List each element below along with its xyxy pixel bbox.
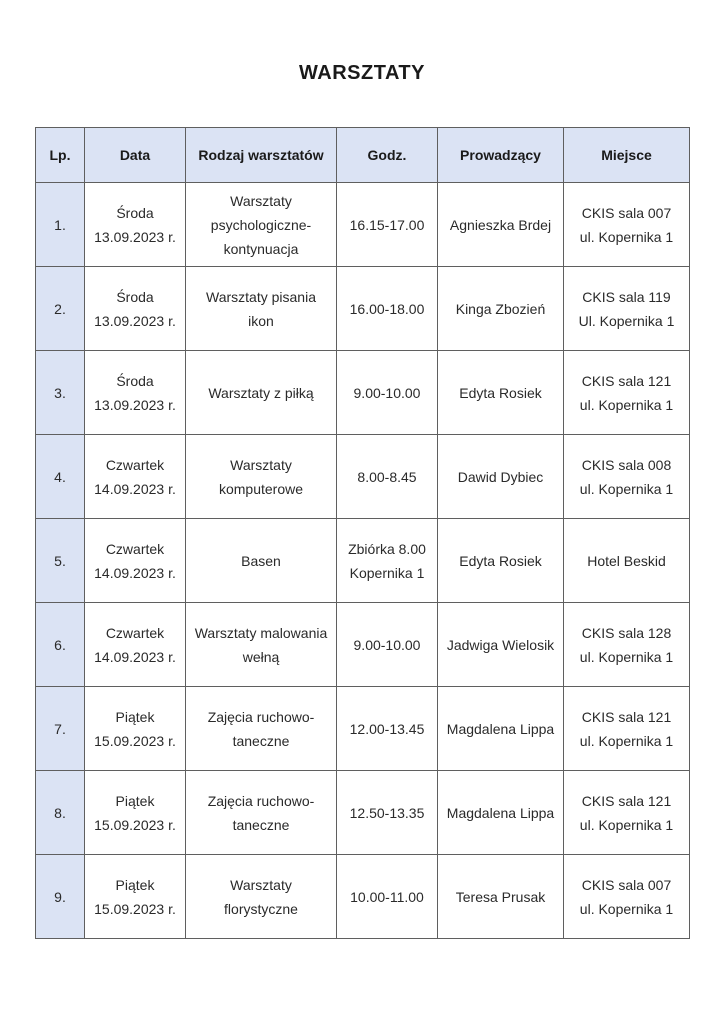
cell-time	[337, 687, 438, 771]
cell-date	[85, 183, 186, 267]
cell-date	[85, 351, 186, 435]
cell-time-line: 8.00-8.45	[357, 468, 417, 485]
cell-workshop-type-line: Zajęcia ruchowo-	[207, 708, 315, 725]
cell-place	[564, 687, 690, 771]
workshop-table	[35, 127, 690, 939]
page-title: WARSZTATY	[299, 62, 425, 84]
cell-time	[337, 771, 438, 855]
cell-time	[337, 603, 438, 687]
cell-lp: 2.	[36, 267, 85, 351]
cell-lp: 6.	[36, 603, 85, 687]
cell-date-line: 15.09.2023 r.	[94, 732, 176, 749]
cell-place-line: ul. Kopernika 1	[579, 732, 674, 749]
cell-date	[85, 603, 186, 687]
table-row	[36, 351, 690, 435]
cell-place-line: CKIS sala 121	[581, 792, 672, 809]
cell-place	[564, 771, 690, 855]
cell-date-line: 13.09.2023 r.	[94, 312, 176, 329]
cell-lp: 1.	[36, 183, 85, 267]
cell-place	[564, 267, 690, 351]
cell-leader: Edyta Rosiek	[438, 519, 564, 603]
header-leader: Prowadzący	[438, 128, 564, 183]
cell-workshop-type-line: psychologiczne-	[210, 216, 312, 233]
cell-lp: 9.	[36, 855, 85, 939]
cell-time	[337, 267, 438, 351]
cell-time	[337, 855, 438, 939]
cell-place-line: CKIS sala 007	[581, 876, 672, 893]
cell-date-line: Piątek	[115, 708, 155, 725]
cell-date-line: Środa	[116, 204, 154, 221]
cell-leader: Teresa Prusak	[438, 855, 564, 939]
cell-workshop-type	[186, 519, 337, 603]
cell-lp: 8.	[36, 771, 85, 855]
cell-date	[85, 435, 186, 519]
cell-date-line: Piątek	[115, 876, 155, 893]
cell-date-line: 14.09.2023 r.	[94, 480, 176, 497]
cell-workshop-type-line: Warsztaty z piłką	[208, 384, 314, 401]
table-row	[36, 435, 690, 519]
table-row	[36, 183, 690, 267]
cell-place	[564, 351, 690, 435]
cell-leader: Magdalena Lippa	[438, 687, 564, 771]
cell-place-line: ul. Kopernika 1	[579, 228, 674, 245]
cell-date-line: Czwartek	[105, 540, 165, 557]
table-row	[36, 855, 690, 939]
cell-workshop-type-line: Warsztaty	[230, 456, 292, 473]
cell-date-line: 15.09.2023 r.	[94, 900, 176, 917]
cell-time-line: 10.00-11.00	[350, 888, 424, 905]
table-row	[36, 519, 690, 603]
cell-workshop-type-line: Warsztaty pisania	[206, 288, 316, 305]
cell-date	[85, 519, 186, 603]
cell-workshop-type-line: florystyczne	[224, 900, 298, 917]
cell-leader: Agnieszka Brdej	[438, 183, 564, 267]
table-header-row	[36, 128, 690, 183]
cell-place-line: CKIS sala 008	[581, 456, 672, 473]
cell-place-line: ul. Kopernika 1	[579, 648, 674, 665]
cell-place-line: CKIS sala 121	[581, 372, 672, 389]
cell-workshop-type-line: kontynuacja	[223, 240, 299, 257]
cell-workshop-type-line: Warsztaty	[230, 876, 292, 893]
cell-date	[85, 687, 186, 771]
cell-workshop-type-line: Warsztaty malowania	[194, 624, 328, 641]
cell-place	[564, 435, 690, 519]
header-time: Godz.	[337, 128, 438, 183]
cell-leader: Magdalena Lippa	[438, 771, 564, 855]
cell-place-line: ul. Kopernika 1	[579, 480, 674, 497]
cell-time	[337, 435, 438, 519]
table-row	[36, 771, 690, 855]
cell-time-line: Kopernika 1	[349, 564, 425, 581]
cell-date-line: 13.09.2023 r.	[94, 228, 176, 245]
cell-place-line: CKIS sala 119	[582, 288, 671, 305]
cell-date-line: Środa	[116, 372, 154, 389]
cell-date-line: 14.09.2023 r.	[94, 648, 176, 665]
cell-time	[337, 519, 438, 603]
cell-leader: Dawid Dybiec	[438, 435, 564, 519]
cell-lp: 4.	[36, 435, 85, 519]
cell-date	[85, 771, 186, 855]
cell-place-line: CKIS sala 007	[581, 204, 672, 221]
cell-date-line: 13.09.2023 r.	[94, 396, 176, 413]
cell-date-line: Piątek	[115, 792, 155, 809]
cell-workshop-type-line: taneczne	[232, 732, 290, 749]
cell-workshop-type-line: Warsztaty	[230, 192, 292, 209]
cell-time	[337, 183, 438, 267]
table-row	[36, 603, 690, 687]
header-place: Miejsce	[564, 128, 690, 183]
cell-date	[85, 267, 186, 351]
cell-place	[564, 183, 690, 267]
cell-time-line: 12.50-13.35	[349, 804, 425, 821]
cell-workshop-type	[186, 771, 337, 855]
cell-date-line: 14.09.2023 r.	[94, 564, 176, 581]
cell-workshop-type-line: Basen	[241, 552, 281, 569]
cell-date	[85, 855, 186, 939]
cell-workshop-type	[186, 183, 337, 267]
header-date: Data	[85, 128, 186, 183]
cell-time-line: 9.00-10.00	[353, 636, 421, 653]
cell-workshop-type	[186, 603, 337, 687]
cell-workshop-type	[186, 351, 337, 435]
cell-workshop-type	[186, 435, 337, 519]
cell-workshop-type-line: wełną	[242, 648, 280, 665]
cell-date-line: 15.09.2023 r.	[94, 816, 176, 833]
cell-time-line: 9.00-10.00	[353, 384, 421, 401]
cell-workshop-type-line: ikon	[248, 312, 274, 329]
cell-date-line: Czwartek	[105, 456, 165, 473]
cell-leader: Edyta Rosiek	[438, 351, 564, 435]
cell-place-line: ul. Kopernika 1	[579, 900, 674, 917]
cell-place-line: Ul. Kopernika 1	[578, 312, 675, 329]
header-workshop-type: Rodzaj warsztatów	[186, 128, 337, 183]
cell-workshop-type	[186, 687, 337, 771]
cell-workshop-type-line: taneczne	[232, 816, 290, 833]
cell-lp: 5.	[36, 519, 85, 603]
cell-date-line: Środa	[116, 288, 154, 305]
cell-leader: Kinga Zbozień	[438, 267, 564, 351]
cell-place	[564, 603, 690, 687]
cell-place-line: CKIS sala 121	[581, 708, 672, 725]
cell-date-line: Czwartek	[105, 624, 165, 641]
cell-time-line: 16.15-17.00	[349, 216, 425, 233]
cell-time-line: Zbiórka 8.00	[348, 540, 426, 557]
cell-place	[564, 519, 690, 603]
cell-lp: 7.	[36, 687, 85, 771]
cell-leader: Jadwiga Wielosik	[438, 603, 564, 687]
header-lp: Lp.	[36, 128, 85, 183]
cell-place	[564, 855, 690, 939]
cell-place-line: ul. Kopernika 1	[579, 816, 674, 833]
cell-place-line: ul. Kopernika 1	[579, 396, 674, 413]
cell-place-line: CKIS sala 128	[581, 624, 672, 641]
cell-place-line: Hotel Beskid	[587, 552, 666, 569]
table-row	[36, 267, 690, 351]
cell-lp: 3.	[36, 351, 85, 435]
table-row	[36, 687, 690, 771]
cell-workshop-type-line: komputerowe	[218, 480, 304, 497]
cell-workshop-type	[186, 267, 337, 351]
cell-time-line: 12.00-13.45	[349, 720, 425, 737]
cell-time-line: 16.00-18.00	[349, 300, 425, 317]
cell-time	[337, 351, 438, 435]
cell-workshop-type-line: Zajęcia ruchowo-	[207, 792, 315, 809]
cell-workshop-type	[186, 855, 337, 939]
